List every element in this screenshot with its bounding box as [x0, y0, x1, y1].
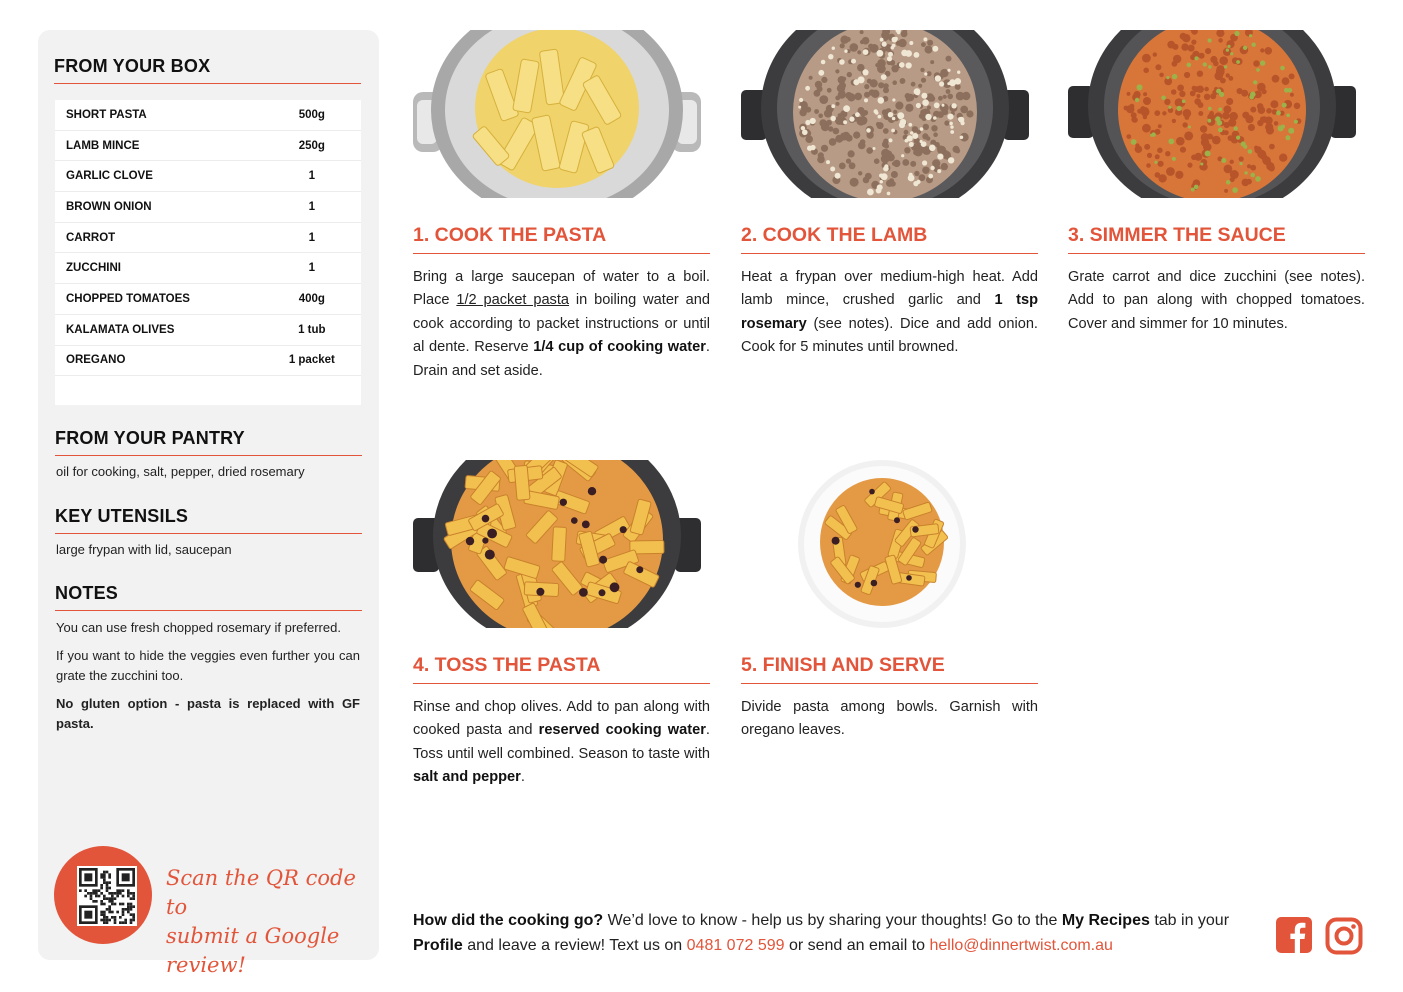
step-emphasis: 1/4 cup of cooking water	[533, 339, 706, 356]
ingredient-row	[55, 346, 361, 377]
ingredient-qty: 1	[308, 231, 316, 244]
qr-code-icon[interactable]	[77, 866, 137, 926]
step-5-body	[741, 696, 1038, 743]
ingredient-row	[55, 192, 361, 223]
step-4-title: 4. TOSS THE PASTA	[413, 654, 710, 684]
ingredient-qty: 1	[308, 262, 316, 275]
ingredient-name: OREGANO	[66, 354, 126, 367]
from-your-pantry-title: FROM YOUR PANTRY	[55, 428, 362, 456]
ingredient-qty: 1	[308, 200, 316, 213]
ingredient-qty: 1 packet	[288, 354, 335, 367]
footer-text-3: and leave a review! Text us on	[462, 937, 687, 954]
step-text: .	[520, 769, 525, 786]
ingredient-row	[55, 161, 361, 192]
step-5-title: 5. FINISH AND SERVE	[741, 654, 1038, 684]
step-text: . Drain and set aside.	[413, 339, 710, 379]
facebook-icon[interactable]	[1276, 917, 1312, 958]
utensils-text: large frypan with lid, saucepan	[56, 542, 232, 557]
email-link[interactable]: hello@dinnertwist.com.au	[929, 937, 1113, 954]
qr-caption-line2: submit a Google review!	[166, 924, 340, 977]
step-emphasis: 1 tsp rosemary	[741, 292, 1038, 332]
ingredient-qty: 250g	[298, 139, 325, 152]
instagram-icon[interactable]	[1325, 917, 1363, 960]
ingredient-qty: 1	[308, 170, 316, 183]
ingredient-name: KALAMATA OLIVES	[66, 323, 175, 336]
pantry-text: oil for cooking, salt, pepper, dried rosemary	[56, 464, 305, 479]
qr-caption	[166, 864, 366, 980]
step-2-body	[741, 266, 1038, 360]
step-text: Rinse and chop olives. Add to pan along with cooked pasta and	[413, 699, 710, 739]
notes-body	[56, 618, 360, 742]
ingredients-table	[55, 100, 361, 405]
step-1-title: 1. COOK THE PASTA	[413, 224, 710, 254]
ingredient-row	[55, 223, 361, 254]
step-3-body	[1068, 266, 1365, 336]
step-2-photo	[741, 30, 1029, 198]
qr-badge	[54, 846, 152, 944]
ingredient-name: LAMB MINCE	[66, 139, 140, 152]
ingredient-name: CARROT	[66, 231, 116, 244]
ingredient-row	[55, 253, 361, 284]
ingredient-name: GARLIC CLOVE	[66, 170, 153, 183]
step-text: Divide pasta among bowls. Garnish with oregano leaves.	[741, 699, 1038, 739]
ingredient-row	[55, 131, 361, 162]
step-emphasis: reserved cooking water	[538, 722, 706, 739]
phone-link[interactable]: 0481 072 599	[686, 937, 785, 954]
step-text: in boiling water and cook according to packet instructions or until al dente. Reserve	[413, 292, 710, 356]
ingredient-name: SHORT PASTA	[66, 108, 147, 121]
step-3-photo	[1068, 30, 1356, 198]
note-paragraph-gluten: No gluten option - pasta is replaced with GF pasta.	[56, 696, 360, 731]
qr-caption-line1: Scan the QR code to	[166, 866, 356, 919]
ingredient-name: CHOPPED TOMATOES	[66, 292, 190, 305]
step-emphasis: salt and pepper	[413, 769, 521, 786]
note-paragraph: If you want to hide the veggies even further you can grate the zucchini too.	[56, 648, 360, 683]
ingredient-qty: 400g	[298, 292, 325, 305]
ingredient-name: ZUCCHINI	[66, 262, 121, 275]
step-3-title: 3. SIMMER THE SAUCE	[1068, 224, 1365, 254]
footer-profile: Profile	[413, 937, 463, 954]
ingredient-name: BROWN ONION	[66, 200, 152, 213]
ingredient-row	[55, 100, 361, 131]
step-2-title: 2. COOK THE LAMB	[741, 224, 1038, 254]
step-1-body	[413, 266, 710, 383]
feedback-footer	[413, 908, 1263, 958]
ingredient-qty: 1 tub	[298, 323, 326, 336]
footer-text-2: tab in your	[1149, 912, 1230, 929]
step-text: Bring a large saucepan of water to a boil. Place	[413, 269, 710, 309]
key-utensils-title: KEY UTENSILS	[55, 506, 362, 534]
footer-question: How did the cooking go?	[413, 912, 604, 929]
sidebar-panel	[38, 30, 379, 977]
notes-title: NOTES	[55, 583, 362, 611]
footer-text-1: We’d love to know - help us by sharing your thoughts! Go to the	[603, 912, 1062, 929]
ingredient-row	[55, 284, 361, 315]
from-your-box-title: FROM YOUR BOX	[54, 56, 361, 84]
step-4-body	[413, 696, 710, 790]
step-text: . Toss until well combined. Season to taste with	[413, 722, 710, 762]
step-text: (see notes). Dice and add onion. Cook for 5 minutes until browned.	[741, 315, 1038, 356]
footer-my-recipes: My Recipes	[1061, 912, 1150, 929]
ingredient-row	[55, 315, 361, 346]
footer-text-4: or send an email to	[784, 937, 930, 954]
step-5-photo	[741, 460, 1029, 628]
step-text: Grate carrot and dice zucchini (see notes). Add to pan along with chopped tomatoes. Cover and simmer for 10 minutes.	[1068, 269, 1365, 332]
step-4-photo	[413, 460, 701, 628]
step-text: Heat a frypan over medium-high heat. Add lamb mince, crushed garlic and	[741, 269, 1038, 309]
ingredient-qty: 500g	[298, 108, 325, 121]
step-underline: 1/2 packet pasta	[456, 292, 570, 309]
step-1-photo	[413, 30, 701, 198]
note-paragraph: You can use fresh chopped rosemary if preferred.	[56, 620, 341, 635]
